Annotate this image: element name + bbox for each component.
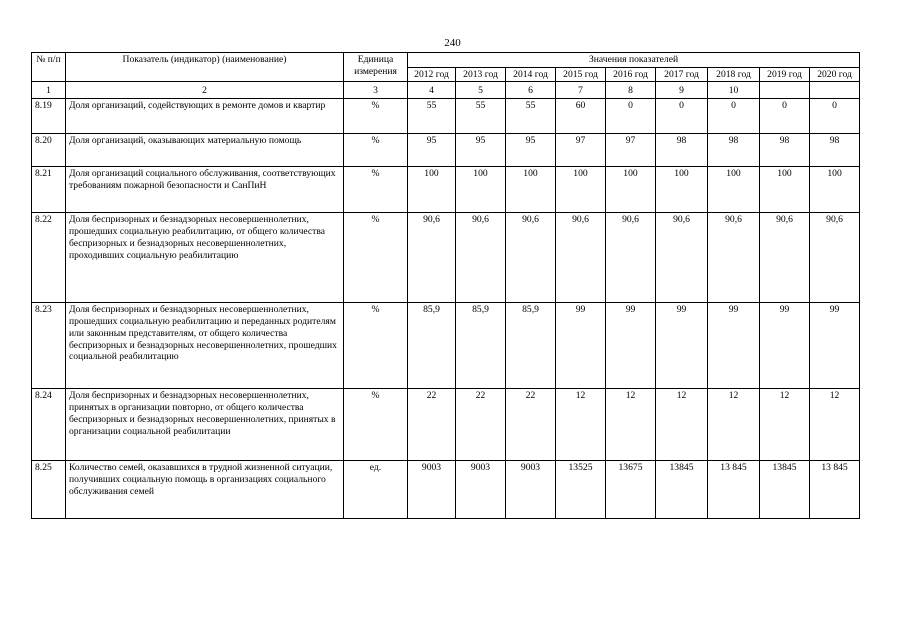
value-cell: 90,6 bbox=[456, 213, 506, 303]
column-number: 8 bbox=[606, 82, 656, 99]
column-number: 2 bbox=[66, 82, 344, 99]
value-cell: 22 bbox=[408, 389, 456, 461]
column-number: 6 bbox=[506, 82, 556, 99]
indicator-name: Доля беспризорных и безнадзорных несовершеннолетних, принятых в организации повторно, от общего количества беспризорных и безнадзорных несовершеннолетних, принятых в организации социальной реабилитации bbox=[66, 389, 344, 461]
unit-cell: % bbox=[344, 167, 408, 213]
unit-cell: % bbox=[344, 99, 408, 134]
row-number: 8.24 bbox=[32, 389, 66, 461]
value-cell: 90,6 bbox=[408, 213, 456, 303]
values-group-header: Значения показателей bbox=[408, 53, 860, 68]
value-cell: 12 bbox=[708, 389, 760, 461]
value-cell: 22 bbox=[456, 389, 506, 461]
year-header: 2016 год bbox=[606, 67, 656, 82]
value-cell: 95 bbox=[408, 134, 456, 167]
value-cell: 12 bbox=[606, 389, 656, 461]
value-cell: 100 bbox=[708, 167, 760, 213]
value-cell: 55 bbox=[408, 99, 456, 134]
value-cell: 98 bbox=[760, 134, 810, 167]
value-cell: 22 bbox=[506, 389, 556, 461]
indicator-column-header: Показатель (индикатор) (наименование) bbox=[66, 53, 344, 82]
table-row bbox=[32, 303, 860, 389]
value-cell: 100 bbox=[408, 167, 456, 213]
year-header: 2019 год bbox=[760, 67, 810, 82]
value-cell: 90,6 bbox=[656, 213, 708, 303]
column-number: 10 bbox=[708, 82, 760, 99]
value-cell: 85,9 bbox=[456, 303, 506, 389]
value-cell: 99 bbox=[656, 303, 708, 389]
value-cell: 100 bbox=[810, 167, 860, 213]
table-row bbox=[32, 134, 860, 167]
value-cell: 100 bbox=[606, 167, 656, 213]
column-number bbox=[760, 82, 810, 99]
year-header: 2018 год bbox=[708, 67, 760, 82]
value-cell: 13525 bbox=[556, 461, 606, 519]
value-cell: 90,6 bbox=[760, 213, 810, 303]
page-number: 240 bbox=[444, 37, 461, 49]
column-number-row bbox=[32, 82, 860, 99]
value-cell: 97 bbox=[556, 134, 606, 167]
column-number: 7 bbox=[556, 82, 606, 99]
value-cell: 13 845 bbox=[810, 461, 860, 519]
value-cell: 13675 bbox=[606, 461, 656, 519]
table-row bbox=[32, 99, 860, 134]
value-cell: 90,6 bbox=[810, 213, 860, 303]
unit-cell: % bbox=[344, 389, 408, 461]
value-cell: 13845 bbox=[760, 461, 810, 519]
value-cell: 9003 bbox=[506, 461, 556, 519]
value-cell: 97 bbox=[606, 134, 656, 167]
year-header: 2012 год bbox=[408, 67, 456, 82]
num-column-header: № п/п bbox=[32, 53, 66, 82]
value-cell: 90,6 bbox=[506, 213, 556, 303]
value-cell: 99 bbox=[810, 303, 860, 389]
header-row-1 bbox=[32, 53, 860, 68]
value-cell: 0 bbox=[760, 99, 810, 134]
value-cell: 0 bbox=[606, 99, 656, 134]
year-header: 2014 год bbox=[506, 67, 556, 82]
value-cell: 55 bbox=[456, 99, 506, 134]
indicator-name: Доля организаций социального обслуживания, соответствующих требованиям пожарной безопасности и СанПиН bbox=[66, 167, 344, 213]
column-number: 4 bbox=[408, 82, 456, 99]
indicator-name: Доля беспризорных и безнадзорных несовершеннолетних, прошедших социальную реабилитацию и переданных родителям или законным представителям, от общего количества беспризорных и безнадзорных несовершеннолетних, прошедших социальной реабилитацию bbox=[66, 303, 344, 389]
indicators-table bbox=[31, 52, 860, 519]
year-header: 2017 год bbox=[656, 67, 708, 82]
indicator-name: Доля организаций, оказывающих материальную помощь bbox=[66, 134, 344, 167]
unit-cell: % bbox=[344, 213, 408, 303]
unit-column-header: Единица измерения bbox=[344, 53, 408, 82]
value-cell: 12 bbox=[556, 389, 606, 461]
row-number: 8.23 bbox=[32, 303, 66, 389]
value-cell: 85,9 bbox=[408, 303, 456, 389]
value-cell: 60 bbox=[556, 99, 606, 134]
row-number: 8.20 bbox=[32, 134, 66, 167]
year-header: 2020 год bbox=[810, 67, 860, 82]
value-cell: 98 bbox=[810, 134, 860, 167]
indicator-name: Доля беспризорных и безнадзорных несовершеннолетних, прошедших социальную реабилитацию, от общего количества беспризорных и безнадзорных несовершеннолетних, проходивших социальную реабилитацию bbox=[66, 213, 344, 303]
value-cell: 85,9 bbox=[506, 303, 556, 389]
row-number: 8.21 bbox=[32, 167, 66, 213]
value-cell: 55 bbox=[506, 99, 556, 134]
value-cell: 99 bbox=[760, 303, 810, 389]
value-cell: 99 bbox=[606, 303, 656, 389]
column-number: 9 bbox=[656, 82, 708, 99]
unit-cell: % bbox=[344, 303, 408, 389]
row-number: 8.25 bbox=[32, 461, 66, 519]
table-row bbox=[32, 213, 860, 303]
row-number: 8.22 bbox=[32, 213, 66, 303]
value-cell: 100 bbox=[456, 167, 506, 213]
unit-cell: % bbox=[344, 134, 408, 167]
value-cell: 12 bbox=[810, 389, 860, 461]
value-cell: 9003 bbox=[456, 461, 506, 519]
indicator-name: Количество семей, оказавшихся в трудной жизненной ситуации, получивших социальную помощь в организациях социального обслуживания семей bbox=[66, 461, 344, 519]
value-cell: 95 bbox=[506, 134, 556, 167]
column-number: 3 bbox=[344, 82, 408, 99]
value-cell: 100 bbox=[656, 167, 708, 213]
value-cell: 95 bbox=[456, 134, 506, 167]
column-number bbox=[810, 82, 860, 99]
table-row bbox=[32, 389, 860, 461]
value-cell: 100 bbox=[556, 167, 606, 213]
table-row bbox=[32, 167, 860, 213]
row-number: 8.19 bbox=[32, 99, 66, 134]
value-cell: 90,6 bbox=[556, 213, 606, 303]
value-cell: 98 bbox=[656, 134, 708, 167]
value-cell: 13845 bbox=[656, 461, 708, 519]
unit-cell: ед. bbox=[344, 461, 408, 519]
column-number: 1 bbox=[32, 82, 66, 99]
value-cell: 90,6 bbox=[708, 213, 760, 303]
value-cell: 0 bbox=[656, 99, 708, 134]
year-header: 2013 год bbox=[456, 67, 506, 82]
value-cell: 99 bbox=[708, 303, 760, 389]
value-cell: 100 bbox=[760, 167, 810, 213]
value-cell: 12 bbox=[656, 389, 708, 461]
value-cell: 98 bbox=[708, 134, 760, 167]
indicator-name: Доля организаций, содействующих в ремонте домов и квартир bbox=[66, 99, 344, 134]
value-cell: 13 845 bbox=[708, 461, 760, 519]
value-cell: 99 bbox=[556, 303, 606, 389]
value-cell: 0 bbox=[708, 99, 760, 134]
value-cell: 12 bbox=[760, 389, 810, 461]
value-cell: 90,6 bbox=[606, 213, 656, 303]
value-cell: 0 bbox=[810, 99, 860, 134]
value-cell: 100 bbox=[506, 167, 556, 213]
table-row bbox=[32, 461, 860, 519]
year-header: 2015 год bbox=[556, 67, 606, 82]
column-number: 5 bbox=[456, 82, 506, 99]
value-cell: 9003 bbox=[408, 461, 456, 519]
